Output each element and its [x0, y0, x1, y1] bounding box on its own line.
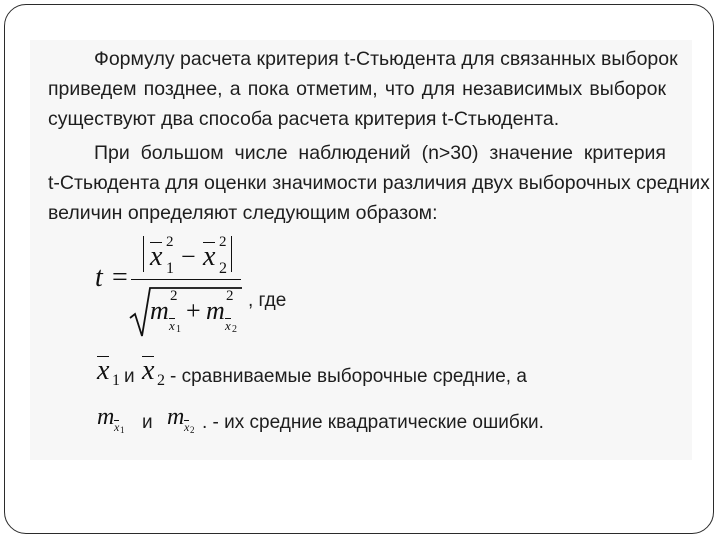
numerator-x1: x	[150, 241, 163, 272]
legend-m1-sub-1: 1	[120, 425, 125, 435]
formula-equals: =	[112, 262, 128, 293]
paragraph-2	[48, 138, 710, 228]
denominator-m1: m	[150, 296, 169, 325]
formula-t: t	[95, 262, 103, 293]
formula-denominator	[150, 288, 246, 336]
legend-sub-2: 2	[157, 372, 165, 389]
denominator-sub-1: 1	[176, 324, 181, 335]
legend-and-1: и	[124, 366, 135, 387]
numerator-sup-1: 2	[166, 234, 174, 250]
legend-m2-sub-2: 2	[190, 425, 195, 435]
fraction-bar	[131, 279, 241, 280]
denominator-sup-2: 2	[226, 288, 234, 304]
denominator-sub-x1: x	[169, 318, 175, 333]
legend-sub-1: 1	[112, 372, 120, 389]
paragraph-1	[48, 44, 678, 134]
paragraph-1-line-1: Формулу расчета критерия t-Стьюдента для связанных выборок	[94, 48, 678, 70]
paragraph-2-line-2: t-Стьюдента для оценки значимости различия двух выборочных средних	[48, 172, 710, 194]
numerator-minus: −	[181, 242, 196, 271]
numerator-sup-2: 2	[219, 234, 227, 250]
denominator-sup-1: 2	[170, 288, 178, 304]
denominator-sub-2: 2	[232, 324, 237, 335]
legend-m2-sub-x: x	[184, 420, 190, 434]
denominator-sub-x2: x	[225, 318, 231, 333]
legend-m2: m	[167, 404, 185, 430]
paragraph-1-line-3: существуют два способа расчета критерия t-Стьюдента.	[48, 108, 560, 130]
formula-numerator	[143, 232, 239, 276]
legend-errors-text: . - их средние квадратические ошибки.	[202, 412, 544, 433]
legend-x2: x	[142, 355, 155, 386]
legend-means-text: - сравниваемые выборочные средние, а	[170, 366, 527, 387]
numerator-sub-2: 2	[219, 260, 227, 277]
abs-bar-left	[143, 236, 144, 272]
legend-m1: m	[97, 404, 115, 430]
numerator-x2: x	[203, 241, 216, 272]
paragraph-1-line-2: приведем позднее, а пока отметим, что для независимых выборок	[48, 78, 666, 100]
legend-m1-sub-x: x	[114, 420, 120, 434]
abs-bar-right	[231, 236, 232, 272]
numerator-sub-1: 1	[166, 260, 174, 277]
formula-where: , где	[248, 290, 287, 311]
denominator-plus: +	[186, 296, 201, 325]
legend-and-2: и	[142, 412, 153, 433]
paragraph-2-line-1: При большом числе наблюдений (n>30) значение критерия	[94, 142, 666, 164]
denominator-m2: m	[206, 296, 225, 325]
paragraph-2-line-3: величин определяют следующим образом:	[48, 202, 438, 224]
legend-x1: x	[97, 355, 110, 386]
